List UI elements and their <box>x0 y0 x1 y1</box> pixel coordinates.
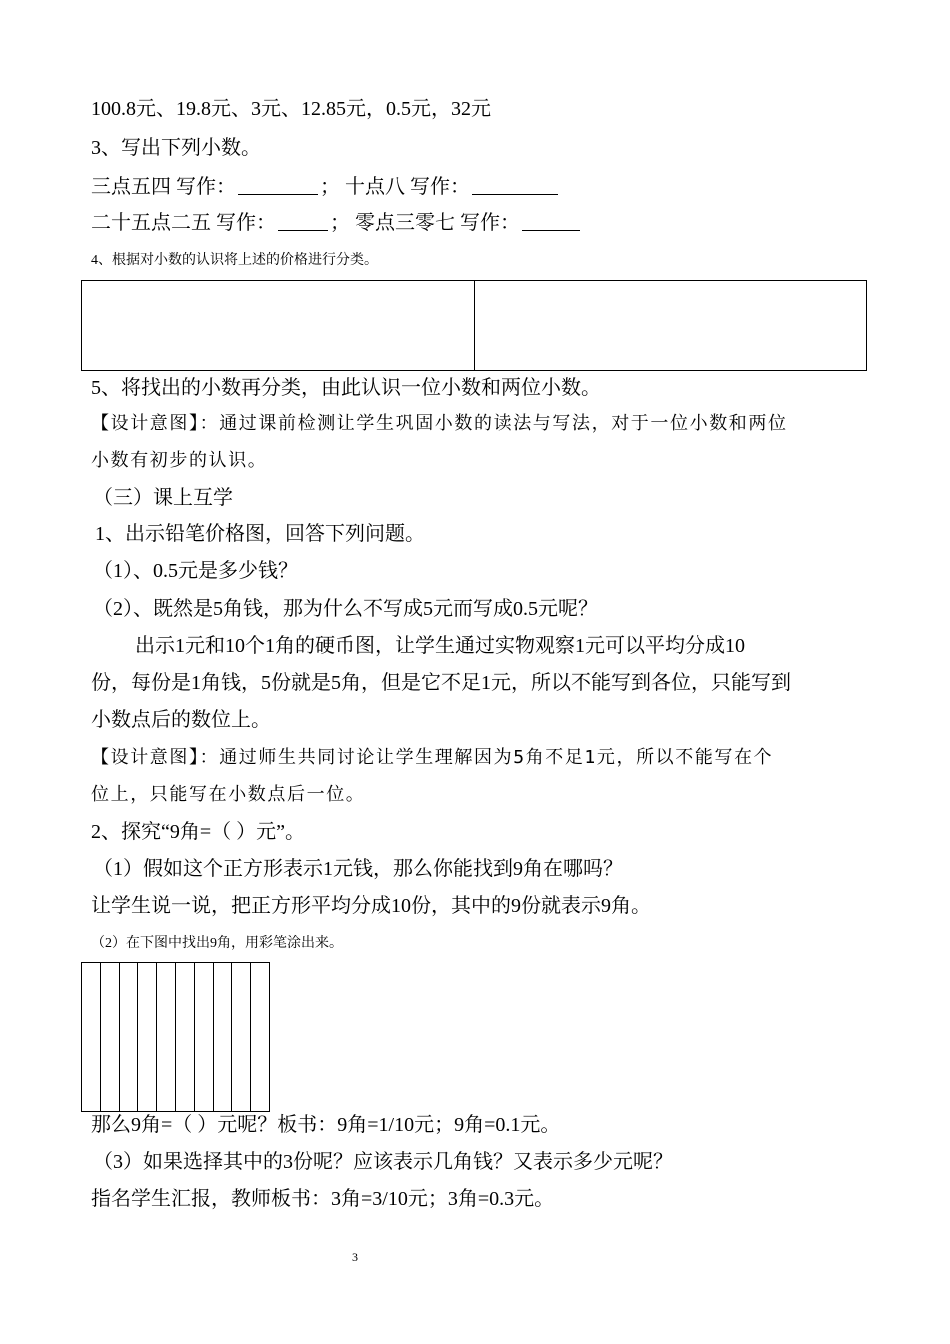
grid-strip[interactable] <box>231 963 250 1111</box>
question-3-row-2 <box>91 210 582 236</box>
answer-blank-3[interactable] <box>278 212 328 231</box>
question-5: 5、将找出的小数再分类，由此认识一位小数和两位小数。 <box>91 377 601 399</box>
question-3-row-1 <box>91 174 560 200</box>
blank-label-2: 十点八 写作： <box>345 176 470 198</box>
blank-label-3: 二十五点二五 写作： <box>91 212 276 234</box>
price-list: 100.8元、19.8元、3元、12.85元，0.5元，32元 <box>91 98 491 120</box>
blank-label-1: 三点五四 写作： <box>91 176 236 198</box>
item-2-sub-3: （3）如果选择其中的3份呢？应该表示几角钱？又表示多少元呢？ <box>93 1151 673 1173</box>
item-1: 1、出示铅笔价格图，回答下列问题。 <box>95 523 425 545</box>
separator: ； <box>330 212 350 234</box>
item-1-sub-1: （1）、0.5元是多少钱？ <box>93 560 298 582</box>
design-intent-2-line-2: 位上，只能写在小数点后一位。 <box>91 784 366 805</box>
grid-strip[interactable] <box>175 963 194 1111</box>
item-2-sub-2: （2）在下图中找出9角，用彩笔涂出来。 <box>91 936 343 951</box>
answer-blank-2[interactable] <box>472 176 558 195</box>
item-2-sub-1: （1）假如这个正方形表示1元钱，那么你能找到9角在哪吗？ <box>93 858 623 880</box>
blank-label-4: 零点三零七 写作： <box>355 212 520 234</box>
grid-strip[interactable] <box>213 963 232 1111</box>
section-title: （三）课上互学 <box>93 487 233 509</box>
paragraph-line-2: 份，每份是1角钱，5份就是5角，但是它不足1元，所以不能写到各位，只能写到 <box>91 672 791 694</box>
question-4: 4、根据对小数的认识将上述的价格进行分类。 <box>91 253 378 268</box>
grid-strip[interactable] <box>250 963 269 1111</box>
answer-blank-4[interactable] <box>522 212 580 231</box>
paragraph-line-3: 小数点后的数位上。 <box>91 709 271 731</box>
classification-table <box>81 280 867 371</box>
design-intent-1-line-2: 小数有初步的认识。 <box>91 450 268 471</box>
table-cell-right[interactable] <box>474 281 867 370</box>
grid-strip[interactable] <box>156 963 175 1111</box>
tenths-square <box>81 962 270 1112</box>
item-2: 2、探究“9角=（ ）元”。 <box>91 821 306 843</box>
grid-strip[interactable] <box>100 963 119 1111</box>
report-line: 指名学生汇报，教师板书：3角=3/10元；3角=0.3元。 <box>91 1188 555 1210</box>
separator: ； <box>320 176 340 198</box>
grid-strip[interactable] <box>194 963 213 1111</box>
design-intent-1-line-1: 【设计意图】：通过课前检测让学生巩固小数的读法与写法，对于一位小数和两位 <box>91 413 788 434</box>
page-number: 3 <box>352 1250 358 1264</box>
paragraph-line-1: 出示1元和10个1角的硬币图，让学生通过实物观察1元可以平均分成10 <box>135 635 745 657</box>
question-3-title: 3、写出下列小数。 <box>91 137 261 159</box>
table-cell-left[interactable] <box>82 281 474 370</box>
item-1-sub-2: （2）、既然是5角钱，那为什么不写成5元而写成0.5元呢？ <box>93 598 598 620</box>
item-2-explanation: 让学生说一说，把正方形平均分成10份，其中的9份就表示9角。 <box>91 895 651 917</box>
grid-strip[interactable] <box>82 963 100 1111</box>
grid-strip[interactable] <box>119 963 138 1111</box>
grid-strip[interactable] <box>137 963 156 1111</box>
design-intent-2-line-1: 【设计意图】：通过师生共同讨论让学生理解因为5角不足1元，所以不能写在个 <box>91 747 774 768</box>
after-grid-question: 那么9角=（ ）元呢？板书：9角=1/10元；9角=0.1元。 <box>91 1114 561 1136</box>
answer-blank-1[interactable] <box>238 176 318 195</box>
